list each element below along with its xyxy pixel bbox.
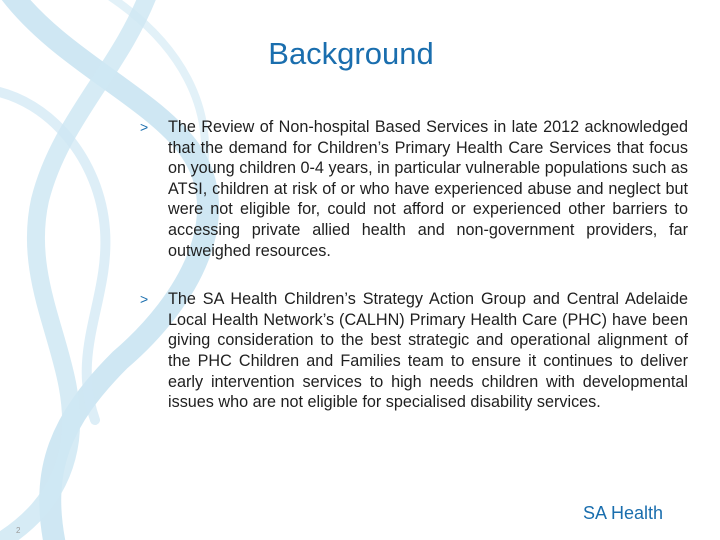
slide-title: Background (268, 36, 434, 71)
bullet-item (140, 289, 688, 413)
bullet-marker: > (140, 119, 149, 135)
brand-label: SA Health (583, 503, 664, 523)
bullet-marker: > (140, 291, 149, 308)
bullet-text: The Review of Non-hospital Based Services in late 2012 acknowledged that the demand for Children’s Primary Health Care Services that focus on young children 0-4 years, in particular vulnerable populations such as ATSI, children at risk of or who have experienced abuse and neglect but were not eligible for, could not afford or experienced other barriers to accessing private allied health and non-government providers, far outweighed resources. (168, 118, 688, 260)
page-number: 2 (16, 526, 21, 535)
bullet-item (140, 117, 688, 261)
bullet-list (140, 117, 688, 441)
bullet-text: The SA Health Children’s Strategy Action Group and Central Adelaide Local Health Network’s (CALHN) Primary Health Care (PHC) have been giving consideration to the best strategic and operational alignment of the PHC Children and Families team to ensure it continues to deliver early intervention services to high needs children with developmental issues who are not eligible for specialised disability services. (168, 290, 688, 412)
